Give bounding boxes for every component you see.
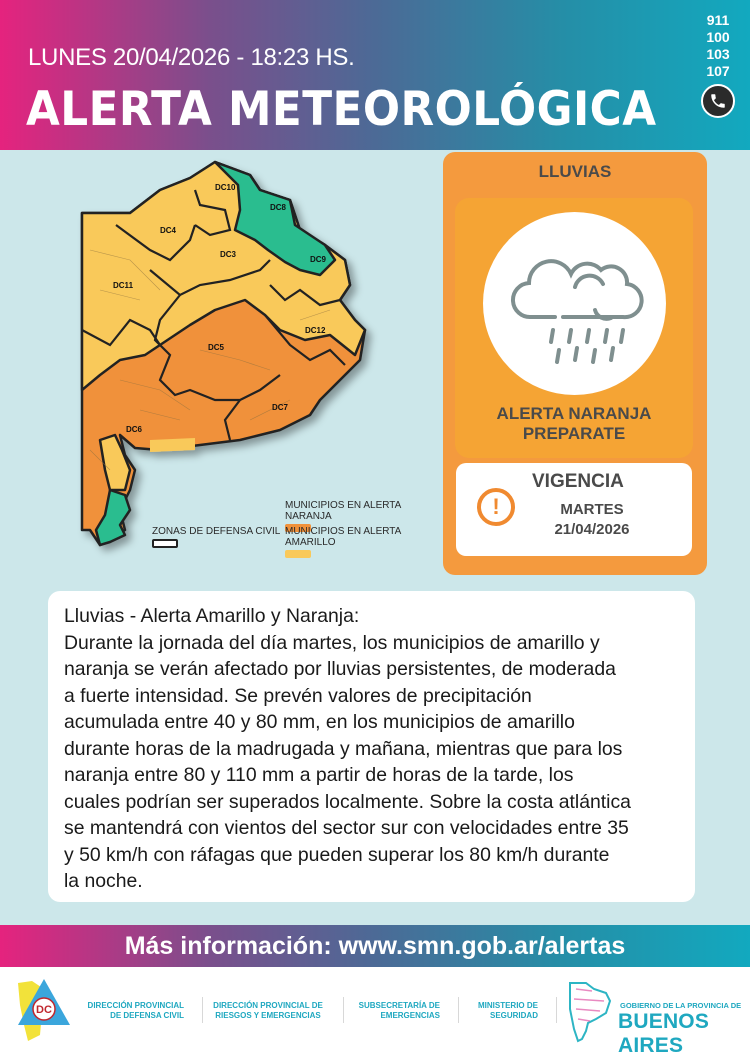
legend-yellow-swatch [285, 550, 311, 558]
description-card [48, 591, 695, 902]
alert-level-action: PREPARATE [522, 424, 626, 443]
legend-zones [152, 526, 280, 548]
org-line: SEGURIDAD [489, 1011, 538, 1020]
org-riesgos [208, 1001, 328, 1021]
description-line: acumulada entre 40 y 80 mm, en los municipios de amarillo [64, 711, 575, 733]
legend-yellow-label: MUNICIPIOS EN ALERTA AMARILLO [285, 526, 401, 548]
description-line: cuales podrían ser superados localmente. Sobre la costa atlántica [64, 790, 631, 813]
description-line: durante horas de la madrugada y mañana, mientras que para los [64, 737, 623, 760]
vigencia-day: MARTES [560, 501, 624, 518]
alert-card [443, 152, 707, 575]
description-title: Lluvias - Alerta Amarillo y Naranja: [64, 605, 360, 627]
description-line: naranja se verán afectado por lluvias persistentes, de moderada [64, 658, 616, 680]
org-subsecretaria [350, 1001, 440, 1021]
more-info-link[interactable]: Más información: www.smn.gob.ar/alertas [0, 925, 750, 967]
defensa-civil-logo [14, 975, 74, 1045]
emergency-number: 911 [706, 12, 730, 28]
date-time: LUNES 20/04/2026 - 18:23 HS. [28, 44, 355, 71]
alert-level-panel [455, 198, 693, 458]
org-line: EMERGENCIAS [380, 1011, 440, 1020]
legend-zones-swatch [152, 539, 178, 548]
org-ministerio [465, 1001, 538, 1021]
zone-label: DC10 [215, 183, 236, 192]
description-line: a fuerte intensidad. Se prevén valores de precipitación [64, 684, 532, 707]
org-line: DIRECCIÓN PROVINCIAL DE [213, 1001, 323, 1010]
alert-level-label: ALERTA NARANJA [496, 404, 652, 423]
org-line: MINISTERIO DE [477, 1001, 538, 1010]
emergency-number: 103 [706, 46, 730, 62]
description-line: Durante la jornada del día martes, los municipios de amarillo y [64, 631, 600, 654]
buenos-aires-emblem-icon [566, 979, 614, 1045]
org-line: SUBSECRETARÍA DE [358, 1001, 440, 1010]
description-line: la noche. [64, 870, 143, 892]
phone-icon [701, 84, 735, 118]
divider [458, 997, 459, 1023]
zone-label: DC4 [160, 226, 177, 235]
legend-orange-label: MUNICIPIOS EN ALERTA NARANJA [285, 500, 401, 522]
alert-level [455, 404, 693, 444]
divider [556, 997, 557, 1023]
zone-label: DC9 [310, 255, 327, 264]
org-line: RIESGOS Y EMERGENCIAS [215, 1011, 321, 1020]
gov-label: GOBIERNO DE LA PROVINCIA DE [620, 1001, 742, 1010]
legend-yellow [285, 526, 440, 558]
vigencia-box [456, 463, 692, 556]
zone-label: DC5 [208, 343, 225, 352]
org-line: DIRECCIÓN PROVINCIAL [87, 1001, 184, 1010]
rain-cloud-icon [483, 212, 666, 395]
vigencia-date: 21/04/2026 [554, 521, 630, 538]
zone-label: DC7 [272, 403, 289, 412]
zone-label: DC8 [270, 203, 287, 212]
emergency-number: 100 [706, 29, 730, 45]
warning-icon: ! [477, 488, 515, 526]
zone-label: DC3 [220, 250, 237, 259]
divider [202, 997, 203, 1023]
emergency-numbers [700, 12, 736, 118]
header-banner [0, 0, 750, 150]
vigencia-title: VIGENCIA [532, 471, 624, 492]
gov-name: BUENOS AIRES [618, 1010, 710, 1057]
phenomenon-title: LLUVIAS [538, 162, 612, 181]
footer [0, 967, 750, 1061]
legend-zones-label: ZONAS DE DEFENSA CIVIL [152, 526, 281, 537]
org-line: DE DEFENSA CIVIL [110, 1011, 184, 1020]
zone-label: DC12 [305, 326, 326, 335]
page-title: ALERTA METEOROLÓGICA [26, 82, 657, 137]
description-line: y 50 km/h con ráfagas que pueden superar los 80 km/h durante [64, 843, 610, 866]
emergency-number: 107 [706, 63, 730, 79]
zone-label: DC6 [126, 425, 143, 434]
divider [343, 997, 344, 1023]
svg-text:DC: DC [36, 1004, 52, 1016]
org-defensa-civil [84, 1001, 184, 1021]
description-line: naranja entre 80 y 110 mm a partir de horas de la tarde, los [64, 764, 574, 786]
description-line: se mantendrá con vientos del sector sur con velocidades entre 35 [64, 817, 629, 839]
zone-label: DC11 [113, 281, 134, 290]
alert-map [0, 150, 440, 570]
